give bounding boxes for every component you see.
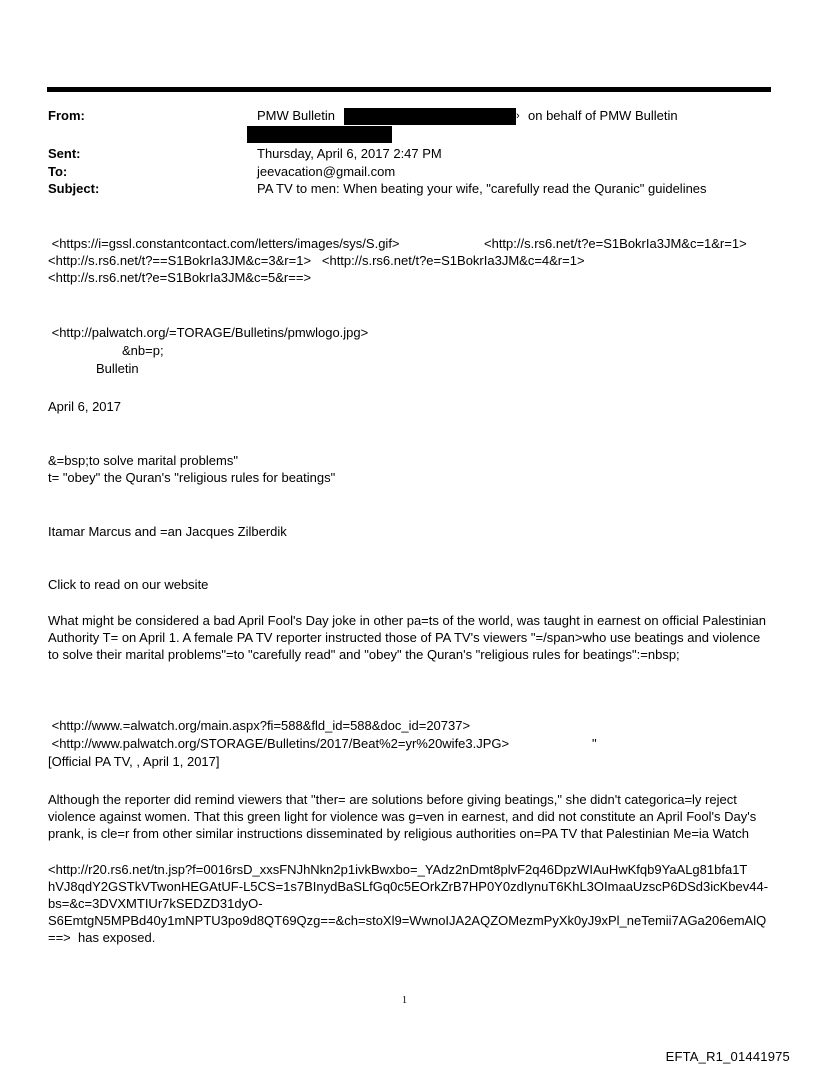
long-url-line-2[interactable]: hVJ8qdY2GSTkVTwonHEGAtUF-L5CS=1s7BInydBaSLfGq0c5EOrkZrB7HP0Y0zdIynuT6KhL3OImaaUzscP6DSd3icKbev44- [48,879,769,894]
to-value: jeevacation@gmail.com [257,164,396,179]
stray-quote-mark: " [592,736,597,751]
long-url-line-1[interactable]: <http://r20.rs6.net/tn.jsp?f=0016rsD_xxsFNJhNkn2p1ivkBwxbo=_YAdz2nDmt8plvF2q46DpzWIAuHwKfqb9YaALg81bfa1T [48,862,748,877]
from-name: PMW Bulletin [257,108,336,123]
image-link[interactable]: <http://www.palwatch.org/STORAGE/Bulletins/2017/Beat%2=yr%20wife3.JPG> [48,736,510,751]
long-url-line-5: ==> has exposed. [48,930,156,945]
page-number: 1 [402,995,407,1006]
long-url-line-4[interactable]: S6EmtgN5MPBd40y1mNPTU3po9d8QT69Qzg==&ch=stoXl9=WwnoIJA2AQZOMezmPyXk0yJ9xPl_neTemii7AGa206emAlQ [48,913,767,928]
sent-label: Sent: [48,146,81,161]
link-row-2[interactable]: <http://s.rs6.net/t?==S1BokrIa3JM&c=3&r=1> <http://s.rs6.net/t?e=S1BokrIa3JM&c=4&r=1> [48,253,585,268]
from-label: From: [48,108,85,123]
headline-line-2: t= "obey" the Quran's "religious rules for beatings" [48,470,336,485]
subject-value: PA TV to men: When beating your wife, "carefully read the Quranic" guidelines [257,181,707,196]
angle-bracket-glyph: › [516,110,520,122]
bates-number: EFTA_R1_01441975 [665,1049,790,1064]
long-url-line-3[interactable]: bs=&c=3DVXMTIUr7kSEDZD31dyO- [48,896,263,911]
headline-line-1: &=bsp;to solve marital problems" [48,453,238,468]
click-to-read-link[interactable]: Click to read on our website [48,577,209,592]
link-spacer-gif[interactable]: <https://i=gssl.constantcontact.com/letters/images/sys/S.gif> [48,236,400,251]
subject-label: Subject: [48,181,100,196]
to-label: To: [48,164,68,179]
redaction-bar-email [344,108,516,125]
bulletin-word: Bulletin [96,361,139,376]
sent-value: Thursday, April 6, 2017 2:47 PM [257,146,442,161]
paragraph-2: Although the reporter did remind viewers that "ther= are solutions before giving beatings," she didn't categorica=ly reject violence against women. That this green light for violence was g=ven in earnest, and did not constitute an April Fool's Day's prank, is cle=r from other similar instructions disseminated by religious authorities on=PA TV that Palestinian Me=ia Watch [48,792,760,841]
header-rule [47,87,771,92]
bulletin-date: April 6, 2017 [48,399,121,414]
from-on-behalf: on behalf of PMW Bulletin [528,108,678,123]
redaction-bar-address [247,126,392,143]
link-5[interactable]: <http://s.rs6.net/t?e=S1BokrIa3JM&c=5&r==> [48,270,312,285]
nbsp-artifact: &nb=p; [122,343,164,358]
authors-line: Itamar Marcus and =an Jacques Zilberdik [48,524,287,539]
paragraph-1: What might be considered a bad April Fool's Day joke in other pa=ts of the world, was taught in earnest on official Palestinian Authority T= on April 1. A female PA TV reporter instructed those of PA TV's viewers "=/span>who use beatings and violence to solve their marital problems"=to "carefully read" and "obey" the Quran's "religious rules for beatings":=nbsp; [48,613,769,662]
article-link[interactable]: <http://www.=alwatch.org/main.aspx?fi=588&fld_id=588&doc_id=20737> [48,718,471,733]
logo-link[interactable]: <http://palwatch.org/=TORAGE/Bulletins/pmwlogo.jpg> [48,325,369,340]
link-1[interactable]: <http://s.rs6.net/t?e=S1BokrIa3JM&c=1&r=1> [484,236,747,251]
image-caption: [Official PA TV, , April 1, 2017] [48,754,220,769]
